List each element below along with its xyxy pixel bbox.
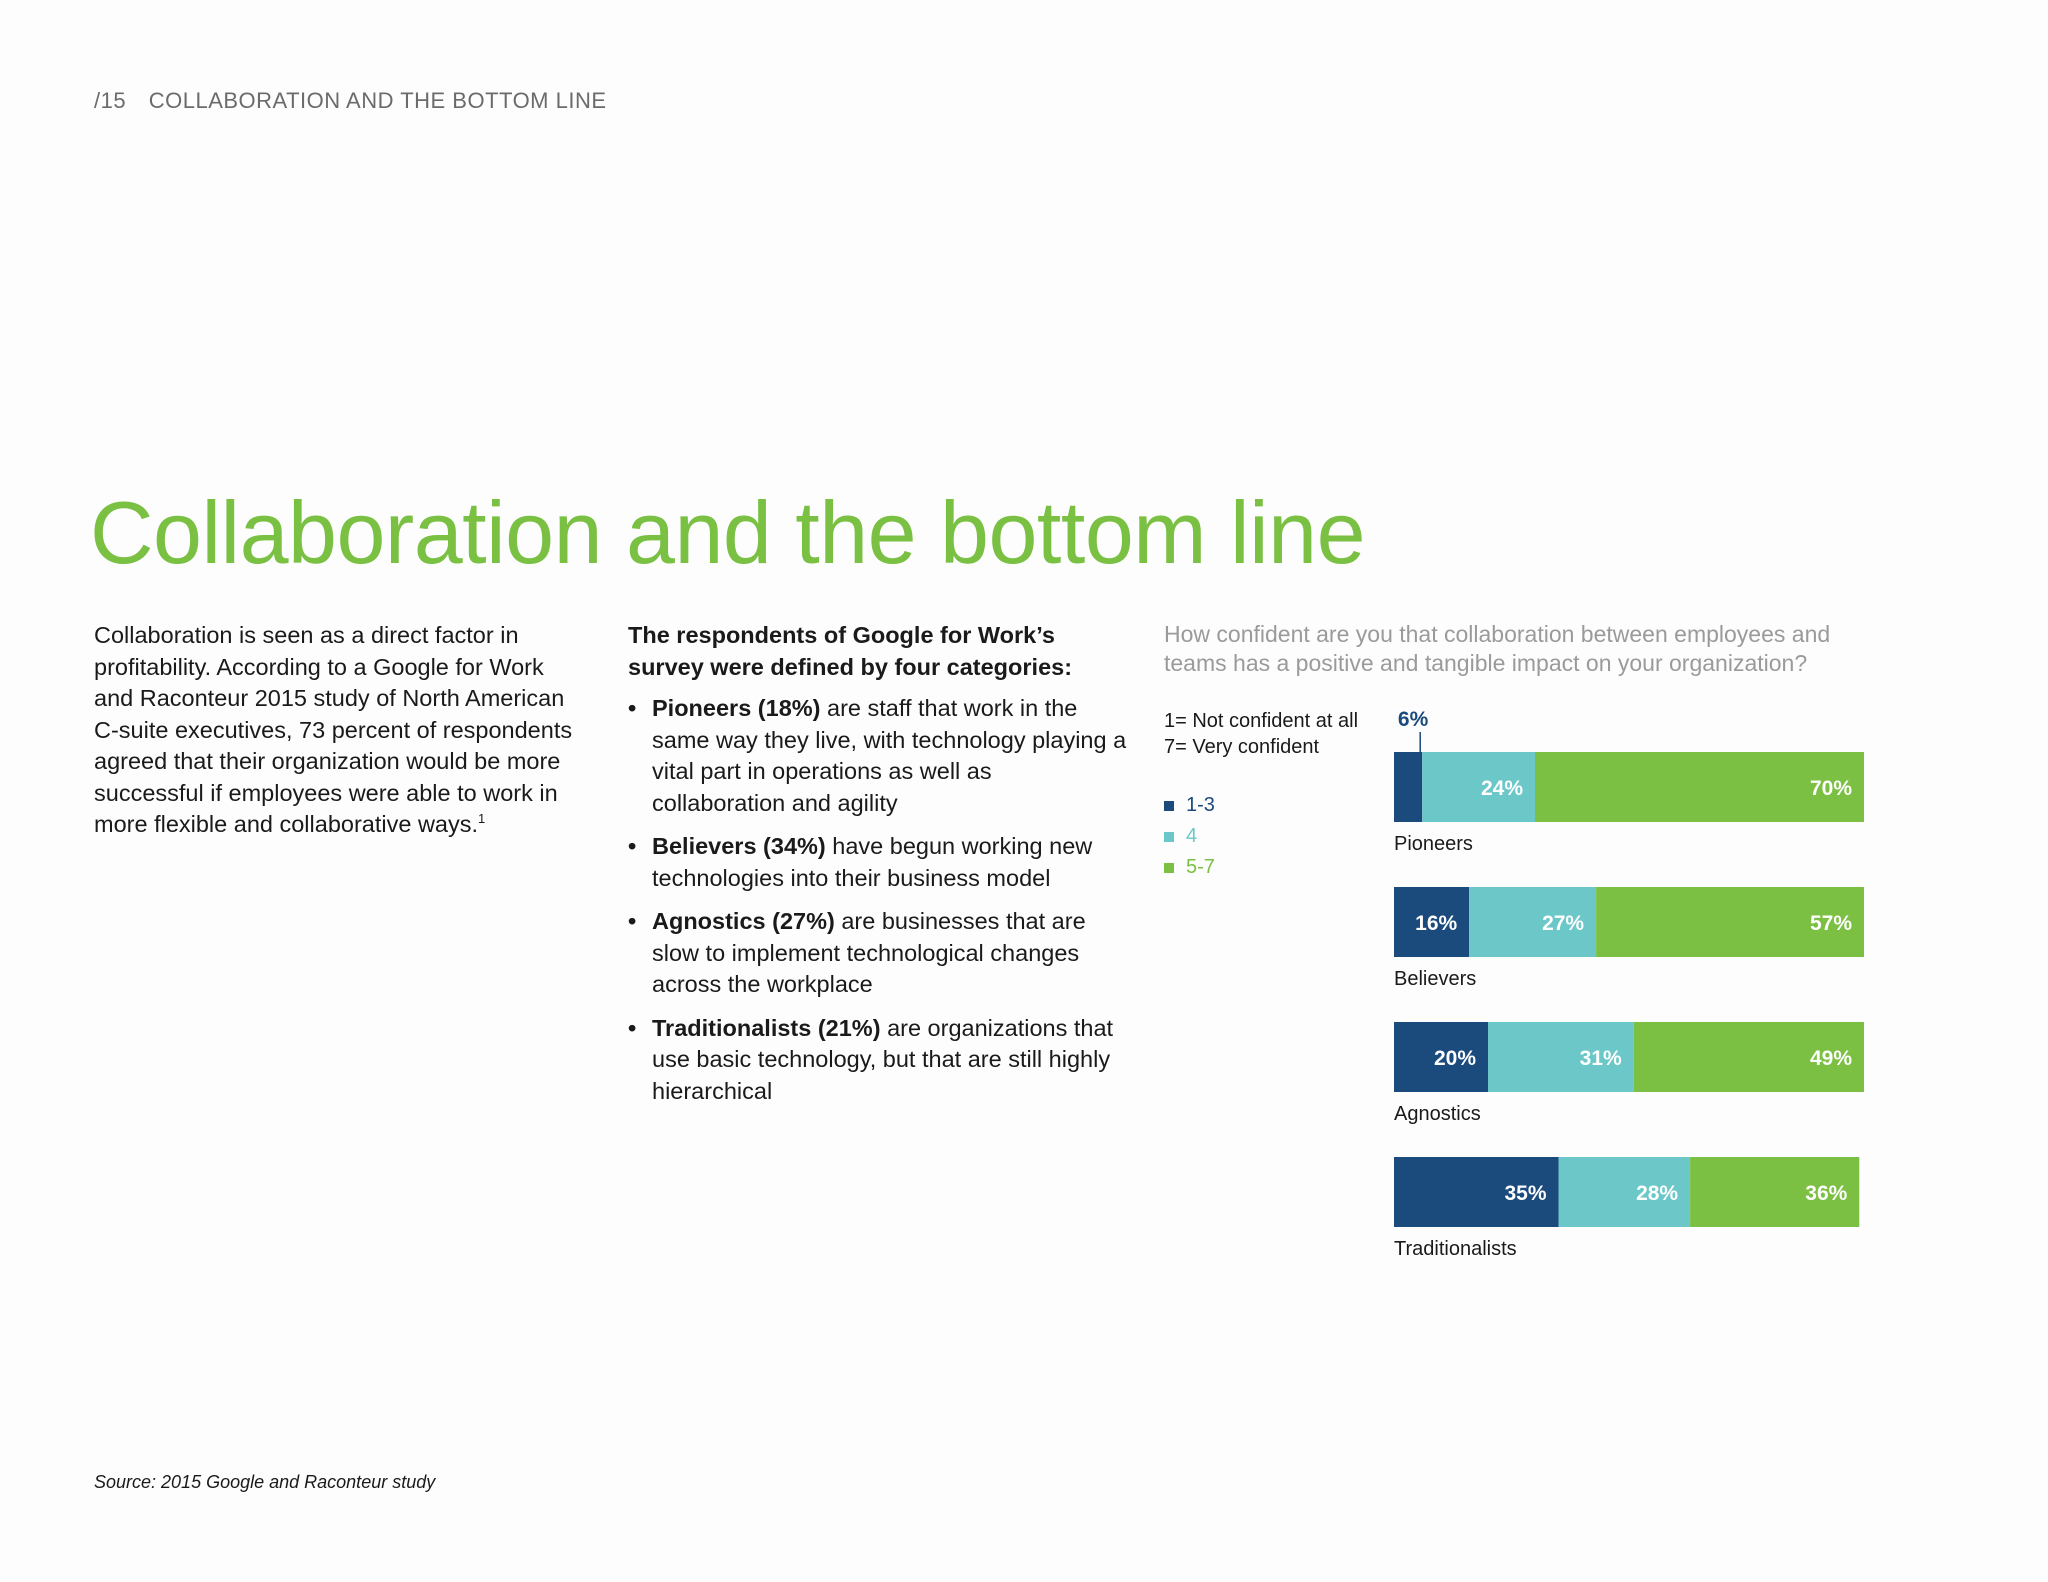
- categories-section: [628, 620, 1128, 1119]
- section-title: COLLABORATION AND THE BOTTOM LINE: [148, 88, 607, 113]
- category-item-pioneers: [628, 693, 1128, 819]
- data-label: 70%: [1809, 777, 1852, 800]
- page-header: [94, 88, 607, 114]
- data-label: 31%: [1579, 1047, 1622, 1070]
- scale-line-2: 7= Very confident: [1164, 736, 1320, 758]
- data-label: 20%: [1433, 1047, 1476, 1070]
- category-label-agnostics: Agnostics: [1394, 1103, 1481, 1125]
- category-item-believers: [628, 831, 1128, 894]
- data-label: 27%: [1542, 912, 1585, 935]
- legend-item-4: [1164, 821, 1215, 852]
- intro-paragraph: [94, 620, 584, 841]
- category-desc: are staff that work in the same way they live, with technology playing a vital part in operations as well as collaboration and agility: [652, 695, 1127, 816]
- legend-label: 5-7: [1186, 856, 1215, 878]
- category-desc: have begun working new technologies into their business model: [652, 833, 1093, 891]
- legend-item-1-3: [1164, 790, 1215, 821]
- page-title: Collaboration and the bottom line: [90, 483, 1366, 582]
- category-label-traditionalists: Traditionalists: [1394, 1238, 1517, 1260]
- category-label-pioneers: Pioneers: [1394, 833, 1473, 855]
- legend-swatch: [1164, 863, 1174, 873]
- data-label: 16%: [1415, 912, 1458, 935]
- category-name: Agnostics (27%): [652, 908, 835, 934]
- chart-legend: [1164, 790, 1215, 883]
- category-desc: are organizations that use basic technology, but that are still highly hierarchical: [652, 1014, 1114, 1104]
- category-name: Traditionalists (21%): [652, 1014, 881, 1041]
- legend-swatch: [1164, 801, 1174, 811]
- category-name: Believers (34%): [652, 833, 826, 859]
- scale-line-1: 1= Not confident at all: [1164, 710, 1359, 732]
- data-label: 57%: [1809, 912, 1852, 935]
- legend-item-5-7: [1164, 852, 1215, 883]
- data-label: 6%: [1397, 708, 1429, 731]
- source-note: Source: 2015 Google and Raconteur study: [94, 1472, 436, 1492]
- footnote-marker: 1: [478, 811, 486, 827]
- category-desc: are businesses that are slow to implement technological changes across the workplace: [652, 908, 1086, 997]
- legend-swatch: [1164, 832, 1174, 842]
- data-label: 24%: [1480, 777, 1523, 800]
- bar-segment-pioneers-1-3: [1394, 752, 1422, 822]
- stacked-bar-chart: [1390, 700, 1910, 1280]
- data-label: 49%: [1809, 1047, 1852, 1070]
- legend-label: 1-3: [1186, 794, 1215, 816]
- intro-text: Collaboration is seen as a direct factor in profitability. According to a Google for Work and Raconteur 2015 study of North American C-suite executives, 73 percent of respondents agreed that their organization would be more successful if employees were able to work in more flexible and collaborative ways.: [94, 622, 573, 837]
- category-name: Pioneers (18%): [652, 695, 821, 721]
- categories-list: [628, 693, 1128, 1107]
- chart-question: How confident are you that collaboration between employees and teams has a positive and tangible impact on your organization?: [1164, 621, 1831, 676]
- category-label-believers: Believers: [1394, 968, 1477, 990]
- page-number: /15: [94, 88, 127, 113]
- data-label: 28%: [1636, 1182, 1679, 1205]
- data-label: 36%: [1805, 1182, 1848, 1205]
- legend-label: 4: [1186, 825, 1198, 847]
- data-label: 35%: [1504, 1182, 1547, 1205]
- categories-heading: The respondents of Google for Work’s survey were defined by four categories:: [628, 622, 1073, 680]
- category-item-traditionalists: [628, 1013, 1128, 1108]
- category-item-agnostics: [628, 906, 1128, 1001]
- scale-note: [1164, 708, 1358, 760]
